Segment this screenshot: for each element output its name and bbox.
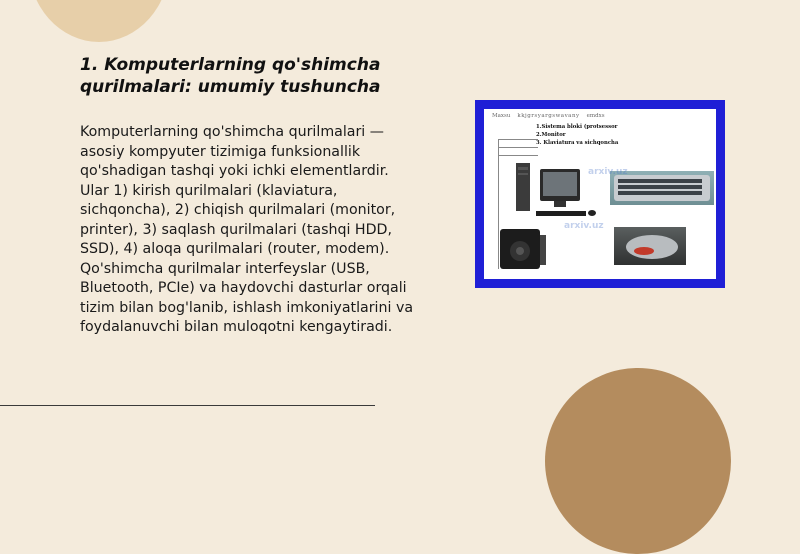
image-canvas xyxy=(484,109,716,279)
slide-body-text: Komputerlarning qo'shimcha qurilmalari — asosiy kompyuter tizimiga funksionallik qo'shadigan tashqi yoki ichki elementlardir. Ular 1) kirish qurilmalari (klaviatura, sichqoncha), 2) chiqish qurilmalari (monitor, printer), 3) saqlash qurilmalari (tashqi HDD, SSD), 4) aloqa qurilmalari (router, modem). Qo'shimcha qurilmalar interfeyslar (USB, Bluetooth, PCIe) va haydovchi dasturlar orqali tizim bilan bog'lanib, ishlash imkoniyatlarini va foydalanuvchi bilan muloqotni kengaytiradi. xyxy=(80,124,414,335)
image-header-right: emdxs xyxy=(586,113,605,119)
image-list-item: 3. Klaviatura va sichqoncha xyxy=(536,140,619,146)
image-watermark: arxiv.uz xyxy=(588,167,628,177)
divider-line xyxy=(0,405,375,406)
image-watermark: arxiv.uz xyxy=(564,221,604,231)
mouse-photo xyxy=(614,227,686,265)
computer-devices-image xyxy=(475,100,725,288)
image-list-item: 1.Sistema bloki (protsessor xyxy=(536,124,618,130)
image-connector-tick xyxy=(498,139,538,140)
image-connector-tick xyxy=(498,155,538,156)
decorative-circle-top xyxy=(28,0,170,42)
image-connector-tick xyxy=(498,147,538,148)
image-header-text xyxy=(492,113,710,119)
mouse-illustration xyxy=(614,227,686,265)
slide-title: 1. Komputerlarning qo'shimcha qurilmalari: umumiy tushuncha xyxy=(80,55,381,97)
decorative-circle-bottom xyxy=(545,368,731,554)
image-device-list xyxy=(536,123,618,147)
image-header-middle: kkjgrsyargswavany xyxy=(517,113,580,119)
image-header-left: Maxsu xyxy=(492,113,511,119)
speaker-illustration xyxy=(498,227,548,273)
image-list-item: 2.Monitor xyxy=(536,132,566,138)
